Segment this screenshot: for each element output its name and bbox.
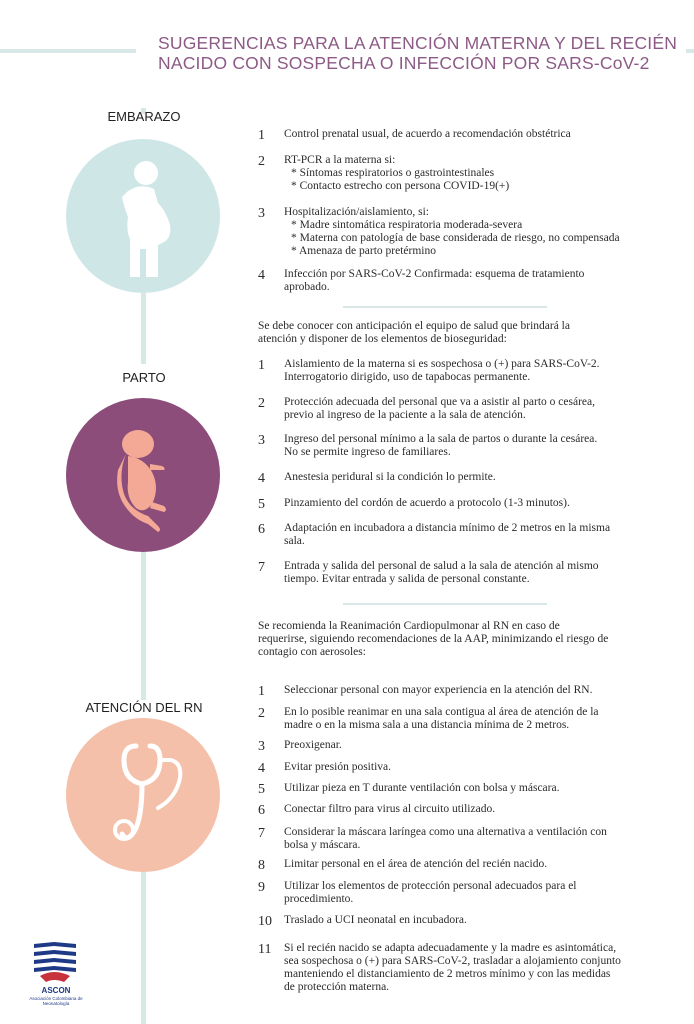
item-subtext: * Materna con patología de base considerada de riesgo, no compensada: [291, 232, 620, 244]
intro-line: Se debe conocer con anticipación el equipo de salud que brindará la: [258, 320, 570, 332]
item-number: 3: [258, 433, 265, 448]
intro-line: requerirse, siguiendo recomendaciones de la AAP, minimizando el riesgo de: [258, 633, 609, 645]
item-text: Considerar la máscara laríngea como una alternativa a ventilación con: [284, 826, 607, 838]
parto-circle: [66, 398, 220, 552]
item-text: sala.: [284, 535, 305, 547]
item-subtext: * Síntomas respiratorios o gastrointestinales: [291, 167, 495, 179]
rn-item: [258, 858, 678, 871]
item-text: bolsa y máscara.: [284, 839, 361, 851]
timeline-segment: [141, 552, 146, 700]
header-rule-end: [686, 49, 694, 53]
item-text: Anestesia peridural si la condición lo permite.: [284, 471, 496, 483]
section-label-embarazo: EMBARAZO: [107, 109, 181, 124]
item-subtext: * Contacto estrecho con persona COVID-19(+): [291, 180, 510, 192]
item-number: 5: [258, 497, 265, 512]
section-divider: [343, 603, 547, 605]
item-number: 4: [258, 471, 265, 486]
rn-item: [258, 684, 678, 697]
rn-item: [258, 706, 678, 732]
rn-item: [258, 782, 678, 795]
item-text: Ingreso del personal mínimo a la sala de partos o durante la cesárea.: [284, 433, 598, 445]
item-text: Preoxigenar.: [284, 739, 342, 751]
item-text: En lo posible reanimar en una sala contigua al área de atención de la: [284, 706, 599, 718]
page-title: [158, 33, 678, 73]
item-subtext: * Madre sintomática respiratoria moderada-severa: [291, 219, 523, 231]
item-text: previo al ingreso de la paciente a la sala de atención.: [284, 409, 526, 421]
rn-item: [258, 761, 678, 774]
rn-item: [258, 826, 678, 852]
rn-item: [258, 914, 678, 927]
item-text: manteniendo el distanciamiento de 2 metros mínimo y con las medidas: [284, 968, 611, 980]
item-text: Utilizar pieza en T durante ventilación con bolsa y máscara.: [284, 782, 560, 794]
item-number: 3: [258, 739, 265, 754]
item-text: Seleccionar personal con mayor experiencia en la atención del RN.: [284, 684, 593, 696]
header-rule: [0, 49, 136, 53]
timeline-segment: [141, 292, 146, 364]
item-number: 2: [258, 706, 265, 721]
item-number: 11: [258, 942, 272, 957]
item-number: 5: [258, 782, 265, 797]
item-text: aprobado.: [284, 281, 330, 293]
logo-subtitle: Asociación Colombiana de Neonatología: [29, 996, 83, 1006]
item-text: Limitar personal en el área de atención del recién nacido.: [284, 858, 548, 870]
item-text: Conectar filtro para virus al circuito utilizado.: [284, 803, 496, 815]
item-text: de protección materna.: [284, 981, 390, 993]
rn-item: [258, 942, 678, 994]
item-text: tiempo. Evitar entrada y salida de personal constante.: [284, 573, 530, 585]
embarazo-item: [258, 268, 678, 294]
item-text: Entrada y salida del personal de salud a la sala de atención al mismo: [284, 560, 599, 572]
rn-item: [258, 803, 678, 816]
embarazo-item: [258, 154, 678, 193]
item-number: 7: [258, 560, 265, 575]
rn-intro: [258, 620, 678, 659]
item-number: 4: [258, 761, 265, 776]
item-text: madre o en la misma sala a una distancia mínima de 2 metros.: [284, 719, 570, 731]
timeline-segment: [141, 872, 146, 1024]
item-text: sea sospechosa o (+) para SARS-CoV-2, trasladar a alojamiento conjunto: [284, 955, 621, 967]
section-divider: [343, 306, 547, 308]
item-number: 1: [258, 684, 265, 699]
parto-item: [258, 396, 678, 422]
item-number: 10: [258, 914, 272, 929]
title-line-1: SUGERENCIAS PARA LA ATENCIÓN MATERNA Y DEL RECIÉN: [158, 33, 678, 53]
item-text: Adaptación en incubadora a distancia mínimo de 2 metros en la misma: [284, 522, 611, 534]
item-text: Traslado a UCI neonatal en incubadora.: [284, 914, 467, 926]
logo-name: ASCON: [41, 986, 71, 995]
title-line-2: NACIDO CON SOSPECHA O INFECCIÓN POR SARS-CoV-2: [158, 53, 650, 73]
item-text: RT-PCR a la materna si:: [284, 154, 396, 166]
item-text: No se permite ingreso de familiares.: [284, 446, 451, 458]
embarazo-item: [258, 128, 678, 141]
parto-intro: [258, 320, 678, 346]
item-text: Protección adecuada del personal que va a asistir al parto o cesárea,: [284, 396, 595, 408]
parto-item: [258, 497, 678, 510]
pregnant-woman-icon: [66, 139, 220, 293]
embarazo-circle: [66, 139, 220, 293]
parto-item: [258, 522, 678, 548]
item-text: Infección por SARS-CoV-2 Confirmada: esquema de tratamiento: [284, 268, 585, 280]
item-text: Evitar presión positiva.: [284, 761, 391, 773]
item-text: Si el recién nacido se adapta adecuadamente y la madre es asintomática,: [284, 942, 617, 954]
item-text: Aislamiento de la materna si es sospechosa o (+) para SARS-CoV-2.: [284, 358, 600, 370]
item-text: Utilizar los elementos de protección personal adecuados para el: [284, 880, 577, 892]
item-text: Interrogatorio dirigido, uso de tapabocas permanente.: [284, 371, 531, 383]
item-number: 9: [258, 880, 265, 895]
parto-item: [258, 471, 678, 484]
item-number: 4: [258, 268, 265, 283]
item-number: 6: [258, 522, 265, 537]
item-number: 2: [258, 154, 265, 169]
intro-line: atención y disponer de los elementos de bioseguridad:: [258, 333, 507, 345]
section-label-parto: PARTO: [122, 370, 166, 385]
embarazo-item: [258, 206, 678, 258]
item-number: 8: [258, 858, 265, 873]
item-text: procedimiento.: [284, 893, 354, 905]
parto-item: [258, 560, 678, 586]
rn-circle: [66, 718, 220, 872]
item-text: Pinzamiento del cordón de acuerdo a protocolo (1-3 minutos).: [284, 497, 570, 509]
item-text: Control prenatal usual, de acuerdo a recomendación obstétrica: [284, 128, 571, 140]
item-number: 1: [258, 358, 265, 373]
rn-item: [258, 739, 678, 752]
item-text: Hospitalización/aislamiento, si:: [284, 206, 429, 218]
parto-item: [258, 433, 678, 459]
intro-line: contagio con aerosoles:: [258, 646, 366, 658]
item-number: 7: [258, 826, 265, 841]
item-subtext: * Amenaza de parto pretérmino: [291, 245, 436, 257]
item-number: 2: [258, 396, 265, 411]
item-number: 3: [258, 206, 265, 221]
stethoscope-icon: [66, 718, 220, 872]
item-number: 1: [258, 128, 265, 143]
parto-item: [258, 358, 678, 384]
section-label-rn: ATENCIÓN DEL RN: [85, 700, 203, 715]
intro-line: Se recomienda la Reanimación Cardiopulmonar al RN en caso de: [258, 620, 560, 632]
rn-item: [258, 880, 678, 906]
item-number: 6: [258, 803, 265, 818]
fetus-icon: [66, 398, 220, 552]
